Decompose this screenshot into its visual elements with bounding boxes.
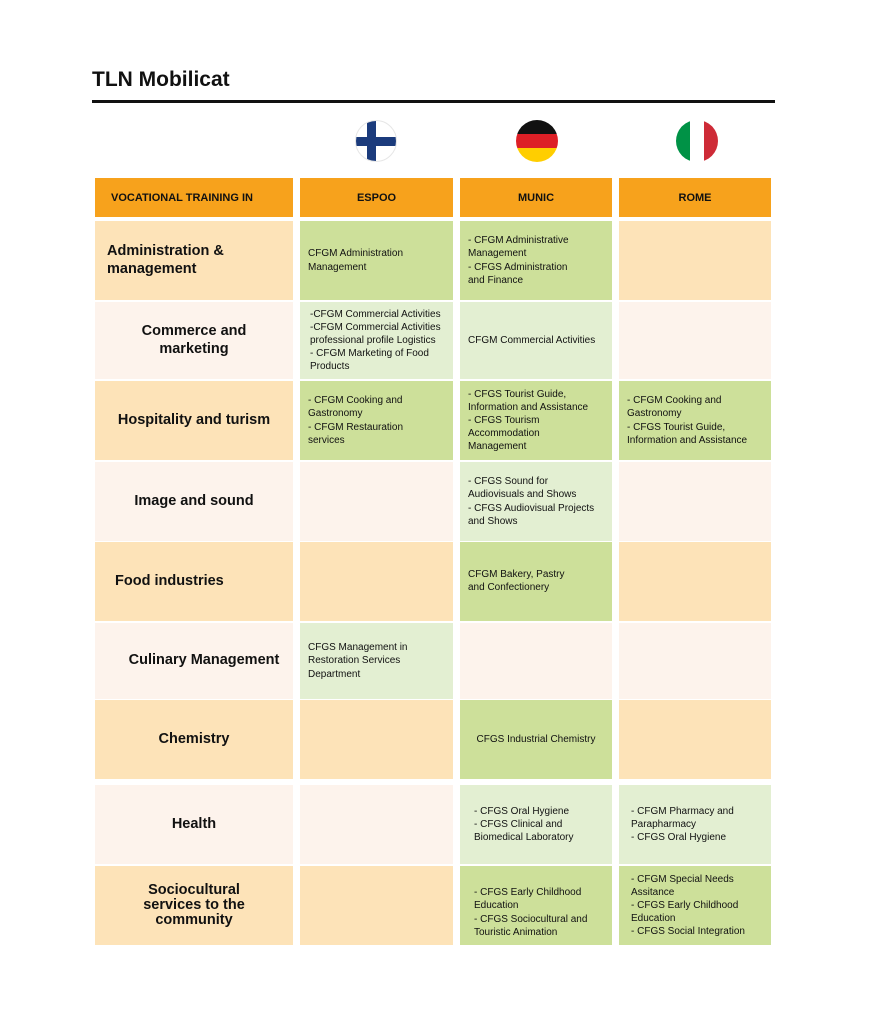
- title-divider: [92, 100, 775, 103]
- cell-munic-administration: - CFGM Administrative Management - CFGS Administration and Finance: [460, 221, 612, 300]
- header-vocational-training: VOCATIONAL TRAINING IN: [95, 178, 293, 217]
- cell-rome-culinary-management: [619, 623, 771, 699]
- header-munic: MUNIC: [460, 178, 612, 217]
- cell-espoo-culinary-management: CFGS Management in Restoration Services Department: [300, 623, 453, 699]
- cell-espoo-commerce: -CFGM Commercial Activities -CFGM Commercial Activities professional profile Logistics - CFGM Marketing of Food Products: [300, 302, 453, 379]
- cell-espoo-health: [300, 785, 453, 864]
- cell-espoo-food-industries: [300, 542, 453, 621]
- cell-munic-commerce: CFGM Commercial Activities: [460, 302, 612, 379]
- cell-munic-hospitality: - CFGS Tourist Guide, Information and Assistance - CFGS Tourism Accommodation Management: [460, 381, 612, 460]
- row-label-administration: Administration & management: [95, 221, 293, 300]
- cell-rome-food-industries: [619, 542, 771, 621]
- row-label-image-sound: Image and sound: [95, 462, 293, 541]
- cell-munic-image-sound: - CFGS Sound for Audiovisuals and Shows - CFGS Audiovisual Projects and Shows: [460, 462, 612, 541]
- finland-flag-icon: [355, 120, 397, 162]
- cell-espoo-sociocultural: [300, 866, 453, 945]
- cell-munic-food-industries: CFGM Bakery, Pastry and Confectionery: [460, 542, 612, 621]
- cell-espoo-hospitality: - CFGM Cooking and Gastronomy - CFGM Restauration services: [300, 381, 453, 460]
- row-label-sociocultural: Sociocultural services to the community: [95, 866, 293, 945]
- cell-espoo-chemistry: [300, 700, 453, 779]
- cell-munic-sociocultural: - CFGS Early Childhood Education - CFGS Sociocultural and Touristic Animation: [460, 866, 612, 945]
- header-espoo: ESPOO: [300, 178, 453, 217]
- row-label-commerce: Commerce and marketing: [95, 302, 293, 379]
- cell-rome-commerce: [619, 302, 771, 379]
- cell-rome-hospitality: - CFGM Cooking and Gastronomy - CFGS Tourist Guide, Information and Assistance: [619, 381, 771, 460]
- row-label-hospitality: Hospitality and turism: [95, 381, 293, 460]
- page-title: TLN Mobilicat: [92, 68, 230, 91]
- row-label-chemistry: Chemistry: [95, 700, 293, 779]
- italy-flag-icon: [676, 120, 718, 162]
- row-label-health: Health: [95, 785, 293, 864]
- cell-rome-health: - CFGM Pharmacy and Parapharmacy - CFGS Oral Hygiene: [619, 785, 771, 864]
- cell-rome-sociocultural: - CFGM Special Needs Assitance - CFGS Early Childhood Education - CFGS Social Integration: [619, 866, 771, 945]
- germany-flag-icon: [516, 120, 558, 162]
- cell-rome-chemistry: [619, 700, 771, 779]
- row-label-food-industries: Food industries: [95, 542, 293, 621]
- cell-rome-administration: [619, 221, 771, 300]
- cell-espoo-administration: CFGM Administration Management: [300, 221, 453, 300]
- header-rome: ROME: [619, 178, 771, 217]
- cell-munic-culinary-management: [460, 623, 612, 699]
- cell-rome-image-sound: [619, 462, 771, 541]
- cell-espoo-image-sound: [300, 462, 453, 541]
- row-label-culinary-management: Culinary Management: [95, 623, 293, 699]
- cell-munic-chemistry: CFGS Industrial Chemistry: [460, 700, 612, 779]
- cell-munic-health: - CFGS Oral Hygiene - CFGS Clinical and Biomedical Laboratory: [460, 785, 612, 864]
